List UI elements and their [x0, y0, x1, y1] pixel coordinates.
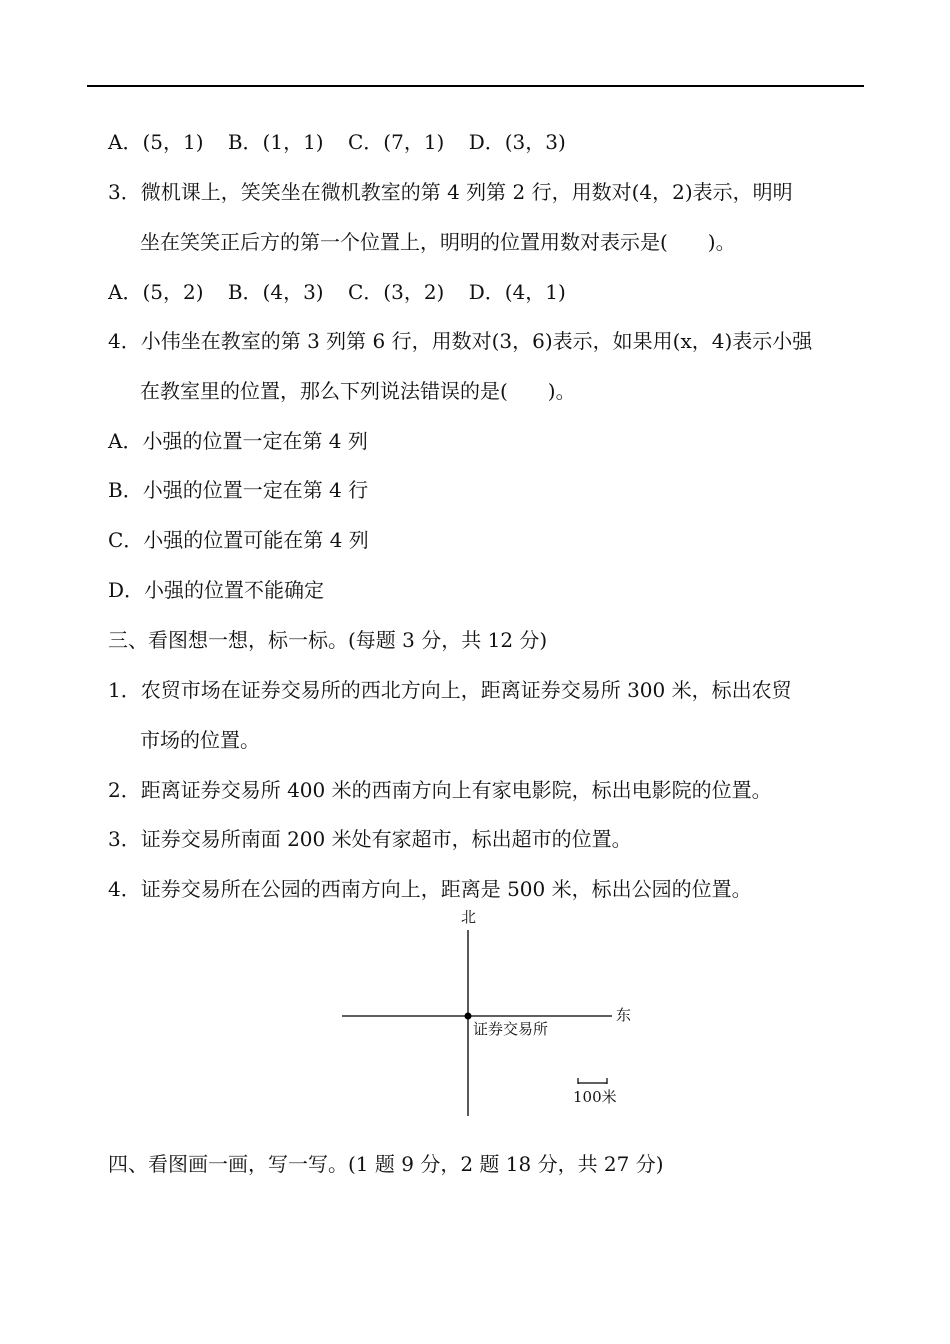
q4-option-b: B．小强的位置一定在第 4 行: [108, 478, 369, 502]
header-rule: [87, 85, 864, 87]
q4-option-a: A．小强的位置一定在第 4 列: [108, 429, 368, 453]
section3-item4: 4．证券交易所在公园的西南方向上，距离是 500 米，标出公园的位置。: [108, 877, 752, 901]
section3-item2: 2．距离证券交易所 400 米的西南方向上有家电影院，标出电影院的位置。: [108, 778, 772, 802]
q2-option-c: C．(7，1): [347, 130, 445, 154]
q2-option-d: D．(3，3): [468, 130, 566, 154]
east-label: 东: [616, 1006, 632, 1024]
q2-option-a: A．(5，1): [108, 130, 204, 154]
compass-axes: [330, 900, 640, 1120]
section4-heading: 四、看图画一画，写一写。(1 题 9 分，2 题 18 分，共 27 分): [108, 1152, 664, 1176]
q4-option-c: C．小强的位置可能在第 4 列: [108, 528, 369, 552]
q3-option-c: C．(3，2): [347, 280, 445, 304]
section3-heading: 三、看图想一想，标一标。(每题 3 分，共 12 分): [108, 628, 548, 652]
section3-item3: 3．证券交易所南面 200 米处有家超市，标出超市的位置。: [108, 827, 632, 851]
section3-item1-line2: 市场的位置。: [140, 728, 260, 752]
scale-label: 100米: [573, 1088, 617, 1106]
q3-option-d: D．(4，1): [468, 280, 566, 304]
q3-line-2: 坐在笑笑正后方的第一个位置上，明明的位置用数对表示是( )。: [140, 230, 736, 254]
north-label: 北: [461, 908, 477, 926]
q3-options: [108, 278, 584, 306]
origin-label: 证券交易所: [473, 1020, 549, 1038]
q4-option-d: D．小强的位置不能确定: [108, 578, 325, 602]
q2-options: [108, 128, 584, 156]
q4-line-1: 4．小伟坐在教室的第 3 列第 6 行，用数对(3，6)表示，如果用(x，4)表示小强: [108, 329, 813, 353]
q3-line-1: 3．微机课上，笑笑坐在微机教室的第 4 列第 2 行，用数对(4，2)表示，明明: [108, 180, 793, 204]
q2-option-b: B．(1，1): [227, 130, 324, 154]
origin-point: [465, 1013, 472, 1020]
q4-line-2: 在教室里的位置，那么下列说法错误的是( )。: [140, 379, 576, 403]
compass-figure: [330, 900, 640, 1120]
scale-bar: [578, 1078, 607, 1084]
q3-option-a: A．(5，2): [108, 280, 204, 304]
q3-option-b: B．(4，3): [227, 280, 324, 304]
section3-item1-line1: 1．农贸市场在证券交易所的西北方向上，距离证券交易所 300 米，标出农贸: [108, 678, 792, 702]
